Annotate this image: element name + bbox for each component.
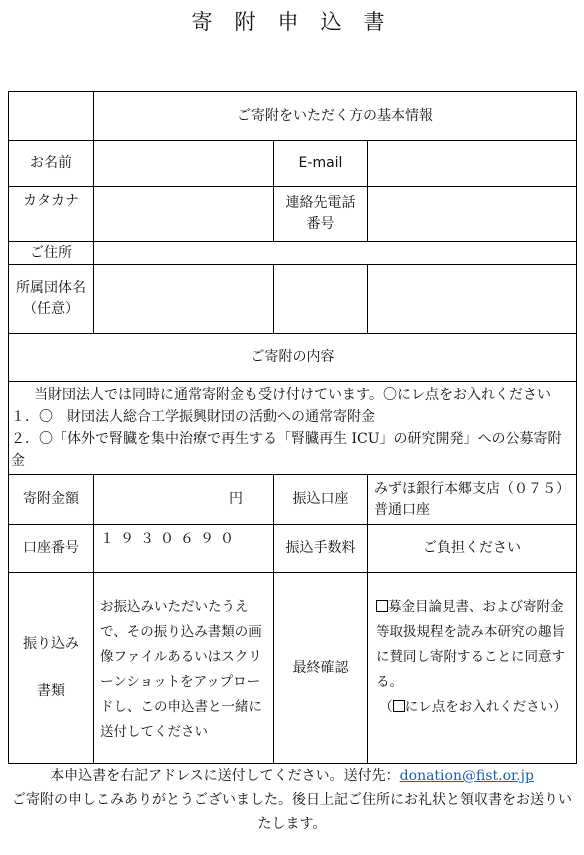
transfer-label-line2: 書類 xyxy=(37,683,65,699)
blank-cell xyxy=(274,265,368,334)
email-link[interactable]: donation@fist.or.jp xyxy=(399,768,534,784)
email-label: E-mail xyxy=(274,141,368,187)
bank-info xyxy=(368,475,577,525)
transfer-label-line1: 振り込み xyxy=(23,636,79,652)
address-label: ご住所 xyxy=(9,242,94,265)
footer-thanks: ご寄附の申しこみありがとうございました。後日上記ご住所にお礼状と領収書をお送りいたします。 xyxy=(12,792,572,832)
amount-label: 寄附金額 xyxy=(9,475,94,525)
checkbox-note: にレ点をお入れください） xyxy=(404,699,567,715)
phone-label: 連絡先電話番号 xyxy=(274,187,368,242)
transfer-instructions: お振込みいただいたうえで、その振り込み書類の画像ファイルあるいはスクリーンショットをアップロードし、この申込書と一緒に送付してください xyxy=(94,573,274,764)
name-field[interactable] xyxy=(94,141,274,187)
donation-notice: 当財団法人では同時に通常寄附金も受け付けています。〇にレ点をお入れください xyxy=(34,387,551,403)
final-confirm-text: 募金目論見書、および寄附金等取扱規程を読み本研究の趣旨に賛同し寄附することに同意する。 xyxy=(376,599,565,690)
amount-field[interactable] xyxy=(94,475,274,525)
final-confirm-label: 最終確認 xyxy=(274,573,368,764)
donation-notice-cell xyxy=(9,382,577,475)
option-general-donation[interactable]: １．〇 財団法人総合工学振興財団の活動への通常寄附金 xyxy=(11,409,375,425)
address-field[interactable] xyxy=(94,242,577,265)
organization-label: 所属団体名（任意） xyxy=(9,265,94,334)
organization-field[interactable] xyxy=(94,265,274,334)
katakana-label: カタカナ xyxy=(9,187,94,242)
bank-type: 普通口座 xyxy=(374,501,430,518)
footer-instruction: 本申込書を右記アドレスに送付してください。送付先： xyxy=(50,768,400,784)
donation-form-table xyxy=(8,91,577,764)
bank-label: 振込口座 xyxy=(274,475,368,525)
phone-field[interactable] xyxy=(368,187,577,242)
transfer-label xyxy=(9,573,94,764)
name-label: お名前 xyxy=(9,141,94,187)
final-confirm-cell[interactable] xyxy=(368,573,577,764)
footer xyxy=(0,764,584,836)
email-field[interactable] xyxy=(368,141,577,187)
blank-cell xyxy=(368,265,577,334)
account-label: 口座番号 xyxy=(9,525,94,573)
checkbox-icon xyxy=(393,700,405,712)
bank-name: みずほ銀行本郷支店（０７５） xyxy=(374,480,570,497)
fee-value: ご負担ください xyxy=(368,525,577,573)
blank-cell xyxy=(9,92,94,141)
option-kidney-icu-donation[interactable]: ２．〇「体外で腎臓を集中治療で再生する「腎臓再生 ICU」の研究開発」への公募寄附金 xyxy=(11,431,562,469)
page-title: 寄附申込書 xyxy=(191,10,407,34)
basic-info-header: ご寄附をいただく方の基本情報 xyxy=(94,92,577,141)
katakana-field[interactable] xyxy=(94,187,274,242)
account-number: １９３０６９０ xyxy=(94,525,274,573)
agree-checkbox[interactable] xyxy=(376,600,388,612)
checkbox-note-open: （ xyxy=(379,699,393,715)
yen-unit: 円 xyxy=(229,491,243,507)
fee-label: 振込手数料 xyxy=(274,525,368,573)
donation-header: ご寄附の内容 xyxy=(9,334,577,382)
